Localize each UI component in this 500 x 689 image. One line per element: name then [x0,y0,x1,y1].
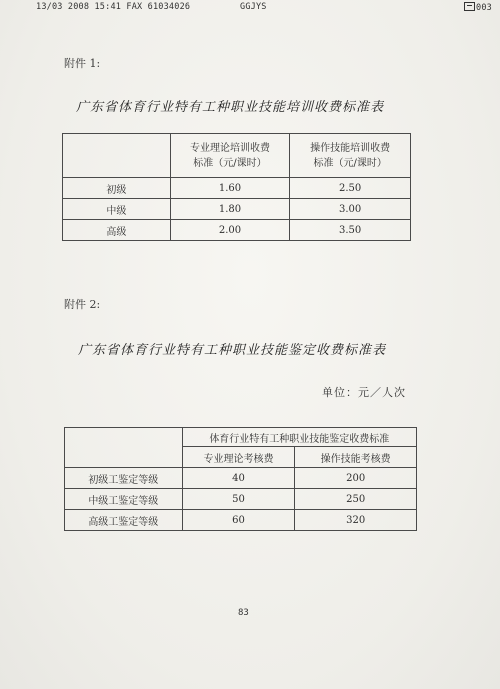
attachment-1-label: 附件 1: [64,57,101,70]
row-level: 中级工鉴定等级 [65,489,183,510]
fax-header-left: 13/03 2008 15:41 FAX 61034026 [36,2,191,12]
appraisal-fee-table [64,427,417,531]
table-corner-cell [63,134,171,178]
row-level: 初级 [63,178,171,199]
page-number: 83 [238,608,249,618]
table-row [63,220,411,241]
cell-theory: 2.00 [170,220,290,241]
cell-practice: 3.00 [290,199,411,220]
table-row [63,178,411,199]
training-fee-table [62,133,411,241]
table-corner-cell [65,428,183,468]
row-level: 高级 [63,220,171,241]
cell-practice: 2.50 [290,178,411,199]
column-header-practice: 操作技能考核费 [295,447,417,468]
group-header: 体育行业特有工种职业技能鉴定收费标准 [182,428,416,447]
row-level: 中级 [63,199,171,220]
attachment-2-title: 广东省体育行业特有工种职业技能鉴定收费标准表 [78,343,387,358]
column-header-theory: 专业理论考核费 [182,447,295,468]
table-row [65,468,417,489]
table-row [65,489,417,510]
row-level: 初级工鉴定等级 [65,468,183,489]
attachment-2-label: 附件 2: [64,298,101,311]
column-header-practice: 操作技能培训收费 标准（元/课时） [290,134,411,178]
fax-header-sender: GGJYS [240,2,267,12]
cell-theory: 1.80 [170,199,290,220]
fax-page-icon [464,2,475,11]
cell-practice: 250 [295,489,417,510]
unit-label: 单位：元／人次 [322,386,406,399]
fax-header-page [464,2,492,13]
cell-practice: 200 [295,468,417,489]
cell-theory: 1.60 [170,178,290,199]
cell-theory: 50 [182,489,295,510]
table-header-row [63,134,411,178]
fax-page-number: 003 [476,3,492,13]
row-level: 高级工鉴定等级 [65,510,183,531]
column-header-theory: 专业理论培训收费 标准（元/课时） [170,134,290,178]
cell-theory: 60 [182,510,295,531]
cell-practice: 3.50 [290,220,411,241]
table-row [65,510,417,531]
attachment-1-title: 广东省体育行业特有工种职业技能培训收费标准表 [76,100,385,115]
cell-theory: 40 [182,468,295,489]
cell-practice: 320 [295,510,417,531]
table-group-header-row [65,428,417,447]
fax-header [36,2,492,14]
table-row [63,199,411,220]
